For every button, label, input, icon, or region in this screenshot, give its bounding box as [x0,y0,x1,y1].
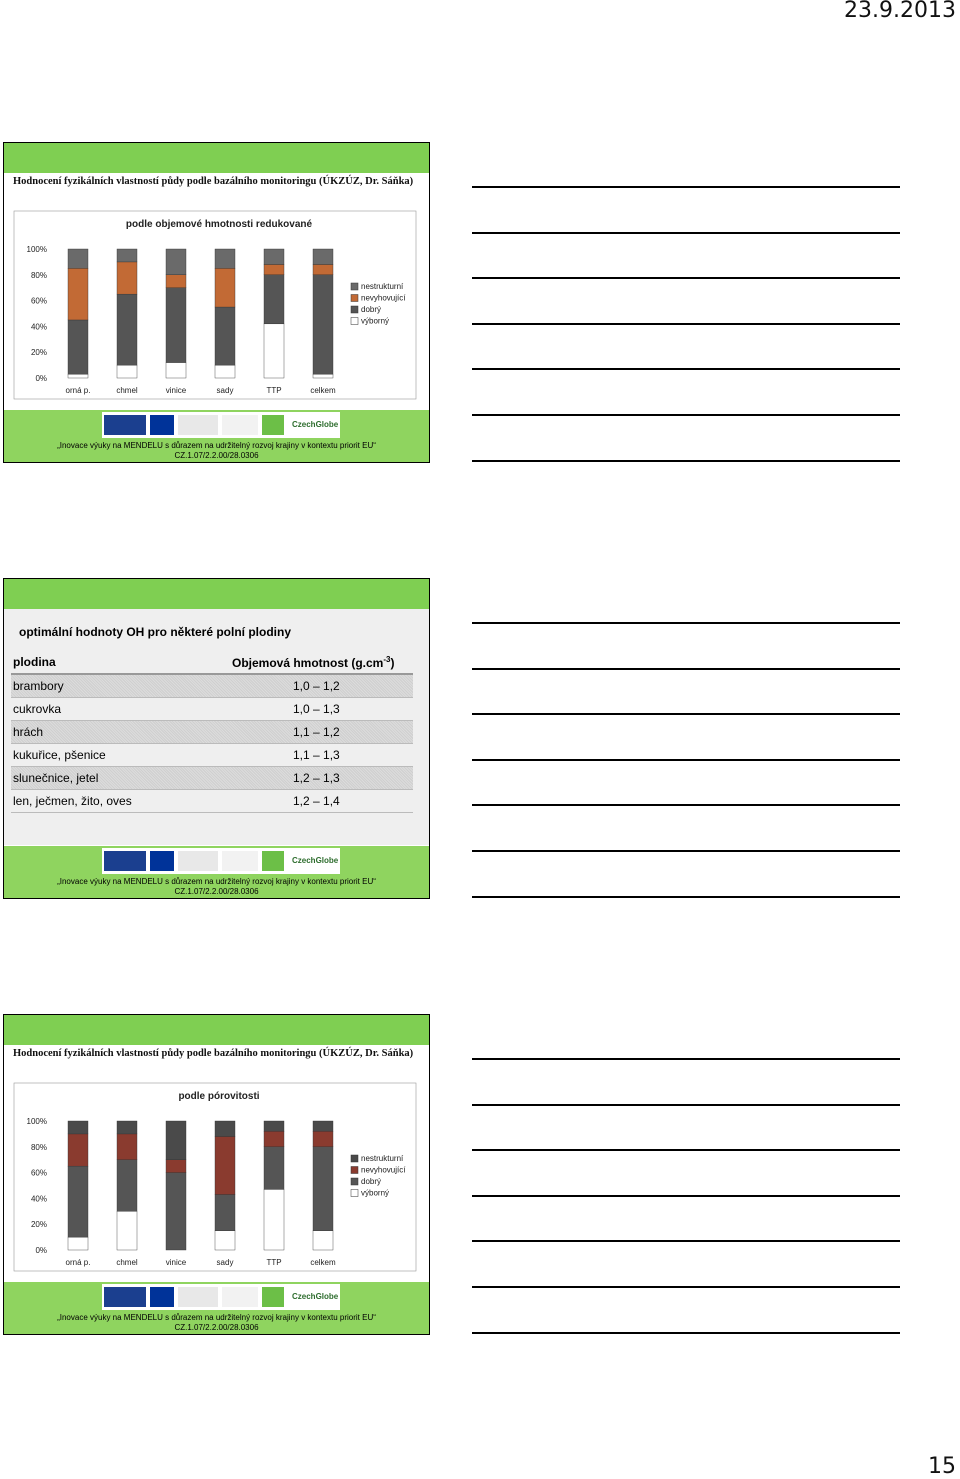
legend-swatch [351,1155,358,1162]
bar-segment [313,264,333,274]
legend-swatch [351,295,358,302]
footer-line1: „Inovace výuky na MENDELU s důrazem na udržitelný rozvoj krajiny v kontextu priorit EU“ [57,441,376,450]
page-date: 23.9.2013 [844,0,956,23]
notes-line [472,186,900,188]
bar-segment [215,307,235,365]
footer-caption [4,877,429,897]
bar-segment [68,249,88,268]
y-tick-label: 20% [30,1220,47,1230]
logo-strip [102,1284,340,1310]
table-row [11,721,413,744]
notes-line [472,850,900,852]
notes-line [472,622,900,624]
table-cell-density: 1,0 – 1,2 [293,679,340,693]
bar-segment [166,249,186,275]
y-tick-label: 20% [30,348,47,358]
notes-line [472,804,900,806]
bar-segment [68,1134,88,1166]
czechglobe-label: CzechGlobe [292,1292,339,1301]
table-row [11,698,413,721]
x-tick-label: celkem [310,1258,336,1267]
czechglobe-logo-icon [288,415,338,435]
legend-label: dobrý [361,1177,382,1186]
notes-line [472,759,900,761]
header-density-text: Objemová hmotnost (g.cm [232,656,384,670]
msmt-logo-icon [178,415,218,435]
x-tick-label: vinice [165,386,187,395]
logo-strip [102,412,340,438]
bar-segment [117,365,137,378]
notes-line [472,414,900,416]
slide-footer [4,846,429,898]
notes-line [472,460,900,462]
czechglobe-label: CzechGlobe [292,856,339,865]
bar-segment [264,1131,284,1146]
x-tick-label: celkem [310,386,336,395]
eu-flag-icon [150,851,174,871]
y-tick-label: 40% [30,322,47,332]
table-header-row [11,651,413,675]
notes-line [472,713,900,715]
eu-flag-icon [150,415,174,435]
esf-logo-icon [104,851,146,871]
bar-segment [264,264,284,274]
x-tick-label: sady [216,1258,234,1267]
bar-segment [68,268,88,320]
table-row [11,790,413,813]
y-tick-label: 0% [35,1246,47,1255]
table-cell-crop: cukrovka [13,702,62,716]
legend-swatch [351,318,358,325]
page-number: 15 [928,1454,956,1479]
bar-segment [68,1237,88,1250]
legend-swatch [351,1167,358,1174]
table-cell-density: 1,1 – 1,3 [293,748,340,762]
bar-segment [264,1121,284,1131]
footer-line2: CZ.1.07/2.2.00/28.0306 [174,887,259,896]
slide-title: Hodnocení fyzikálních vlastností půdy podle bazálního monitoringu (ÚKZÚZ, Dr. Sáňka) [13,176,414,187]
esf-logo-icon [104,1287,146,1307]
legend-label: nevyhovující [361,293,406,303]
table-cell-density: 1,0 – 1,3 [293,702,340,716]
bar-segment [166,363,186,378]
header-density-sup: -3 [383,655,391,664]
mendelu-logo-icon [262,851,284,871]
table-row [11,675,413,698]
oh-table [11,651,413,813]
y-tick-label: 100% [26,1117,47,1126]
bar-segment [313,249,333,264]
table-header-crop: plodina [13,655,56,669]
bar-segment [117,1121,137,1134]
table-header-density [232,655,394,670]
legend-label: dobrý [361,305,382,314]
x-tick-label: orná p. [65,386,91,395]
legend-swatch [351,283,358,290]
slide-top-bar [4,579,429,609]
notes-line [472,1286,900,1288]
bar-segment [313,374,333,378]
notes-line [472,668,900,670]
bar-segment [215,249,235,268]
notes-line [472,323,900,325]
footer-line1: „Inovace výuky na MENDELU s důrazem na udržitelný rozvoj krajiny v kontextu priorit EU“ [57,877,376,886]
esf-logo-icon [104,415,146,435]
bar-segment [68,374,88,378]
investice-logo-icon [222,851,258,871]
x-tick-label: orná p. [65,1258,91,1267]
legend-label: výborný [361,316,390,326]
x-tick-label: chmel [116,1258,138,1267]
bar-segment [68,1166,88,1237]
table-cell-crop: hrách [13,725,44,739]
bar-segment [264,249,284,264]
table-row [11,744,413,767]
bar-segment [215,1231,235,1250]
bar-segment [117,294,137,365]
chart-title: podle objemové hmotnosti redukované [125,219,313,230]
bar-segment [215,1121,235,1136]
table-cell-crop: len, ječmen, žito, oves [13,794,132,808]
bar-segment [117,1160,137,1212]
investice-logo-icon [222,415,258,435]
legend-label: nestrukturní [361,1154,404,1163]
legend-label: výborný [361,1188,390,1198]
logo-strip [102,848,340,874]
x-tick-label: TTP [266,1258,282,1267]
bar-segment [117,249,137,262]
notes-line [472,277,900,279]
y-tick-label: 80% [30,270,47,280]
footer-line1: „Inovace výuky na MENDELU s důrazem na udržitelný rozvoj krajiny v kontextu priorit EU“ [57,1313,376,1322]
y-tick-label: 100% [26,245,47,254]
y-tick-label: 80% [30,1142,47,1152]
bar-segment [117,262,137,294]
notes-line [472,368,900,370]
notes-line [472,1058,900,1060]
y-tick-label: 40% [30,1194,47,1204]
footer-caption [4,1313,429,1333]
slide-porosity-chart [3,1014,430,1335]
legend-label: nestrukturní [361,282,404,291]
bar-segment [264,275,284,324]
notes-line [472,1149,900,1151]
chart-porosity [4,1015,430,1283]
chart-ohr [4,143,430,411]
notes-line [472,232,900,234]
x-tick-label: sady [216,386,234,395]
bar-segment [166,1121,186,1160]
legend-swatch [351,1178,358,1185]
bar-segment [313,1121,333,1131]
slide-title: Hodnocení fyzikálních vlastností půdy podle bazálního monitoringu (ÚKZÚZ, Dr. Sáňka) [13,1048,414,1059]
slide-title: optimální hodnoty OH pro některé polní plodiny [19,625,291,639]
legend-label: nevyhovující [361,1165,406,1175]
czechglobe-logo-icon [288,851,338,871]
investice-logo-icon [222,1287,258,1307]
footer-caption [4,441,429,461]
footer-line2: CZ.1.07/2.2.00/28.0306 [174,451,259,460]
notes-line [472,1240,900,1242]
table-cell-crop: brambory [13,679,64,693]
slide-oh-table [3,578,430,899]
bar-segment [264,324,284,378]
y-tick-label: 60% [30,296,47,306]
bar-segment [313,1231,333,1250]
bar-segment [68,320,88,374]
x-tick-label: vinice [165,1258,187,1267]
bar-segment [215,268,235,307]
notes-line [472,1332,900,1334]
bar-segment [166,275,186,288]
chart-title: podle pórovitosti [178,1091,260,1102]
legend-swatch [351,1190,358,1197]
bar-segment [264,1189,284,1250]
slide-ohr-chart [3,142,430,463]
table-cell-density: 1,2 – 1,3 [293,771,340,785]
table-cell-crop: slunečnice, jetel [13,771,99,785]
slide-footer [4,410,429,462]
legend-swatch [351,306,358,313]
bar-segment [215,365,235,378]
bar-segment [117,1134,137,1160]
x-tick-label: chmel [116,386,138,395]
notes-line [472,896,900,898]
slide-footer [4,1282,429,1334]
bar-segment [313,1131,333,1146]
czechglobe-label: CzechGlobe [292,420,339,429]
bar-segment [166,288,186,363]
footer-line2: CZ.1.07/2.2.00/28.0306 [174,1323,259,1332]
bar-segment [215,1136,235,1194]
bar-segment [215,1195,235,1231]
y-tick-label: 0% [35,374,47,383]
header-density-close: ) [390,656,395,670]
msmt-logo-icon [178,851,218,871]
eu-flag-icon [150,1287,174,1307]
mendelu-logo-icon [262,415,284,435]
msmt-logo-icon [178,1287,218,1307]
table-cell-density: 1,1 – 1,2 [293,725,340,739]
notes-line [472,1195,900,1197]
czechglobe-logo-icon [288,1287,338,1307]
bar-segment [264,1147,284,1190]
bar-segment [313,1147,333,1231]
bar-segment [117,1211,137,1250]
table-row [11,767,413,790]
bar-segment [166,1173,186,1250]
bar-segment [166,1160,186,1173]
table-cell-crop: kukuřice, pšenice [13,748,106,762]
notes-line [472,1104,900,1106]
y-tick-label: 60% [30,1168,47,1178]
x-tick-label: TTP [266,386,282,395]
table-cell-density: 1,2 – 1,4 [293,794,340,808]
mendelu-logo-icon [262,1287,284,1307]
bar-segment [68,1121,88,1134]
bar-segment [313,275,333,374]
